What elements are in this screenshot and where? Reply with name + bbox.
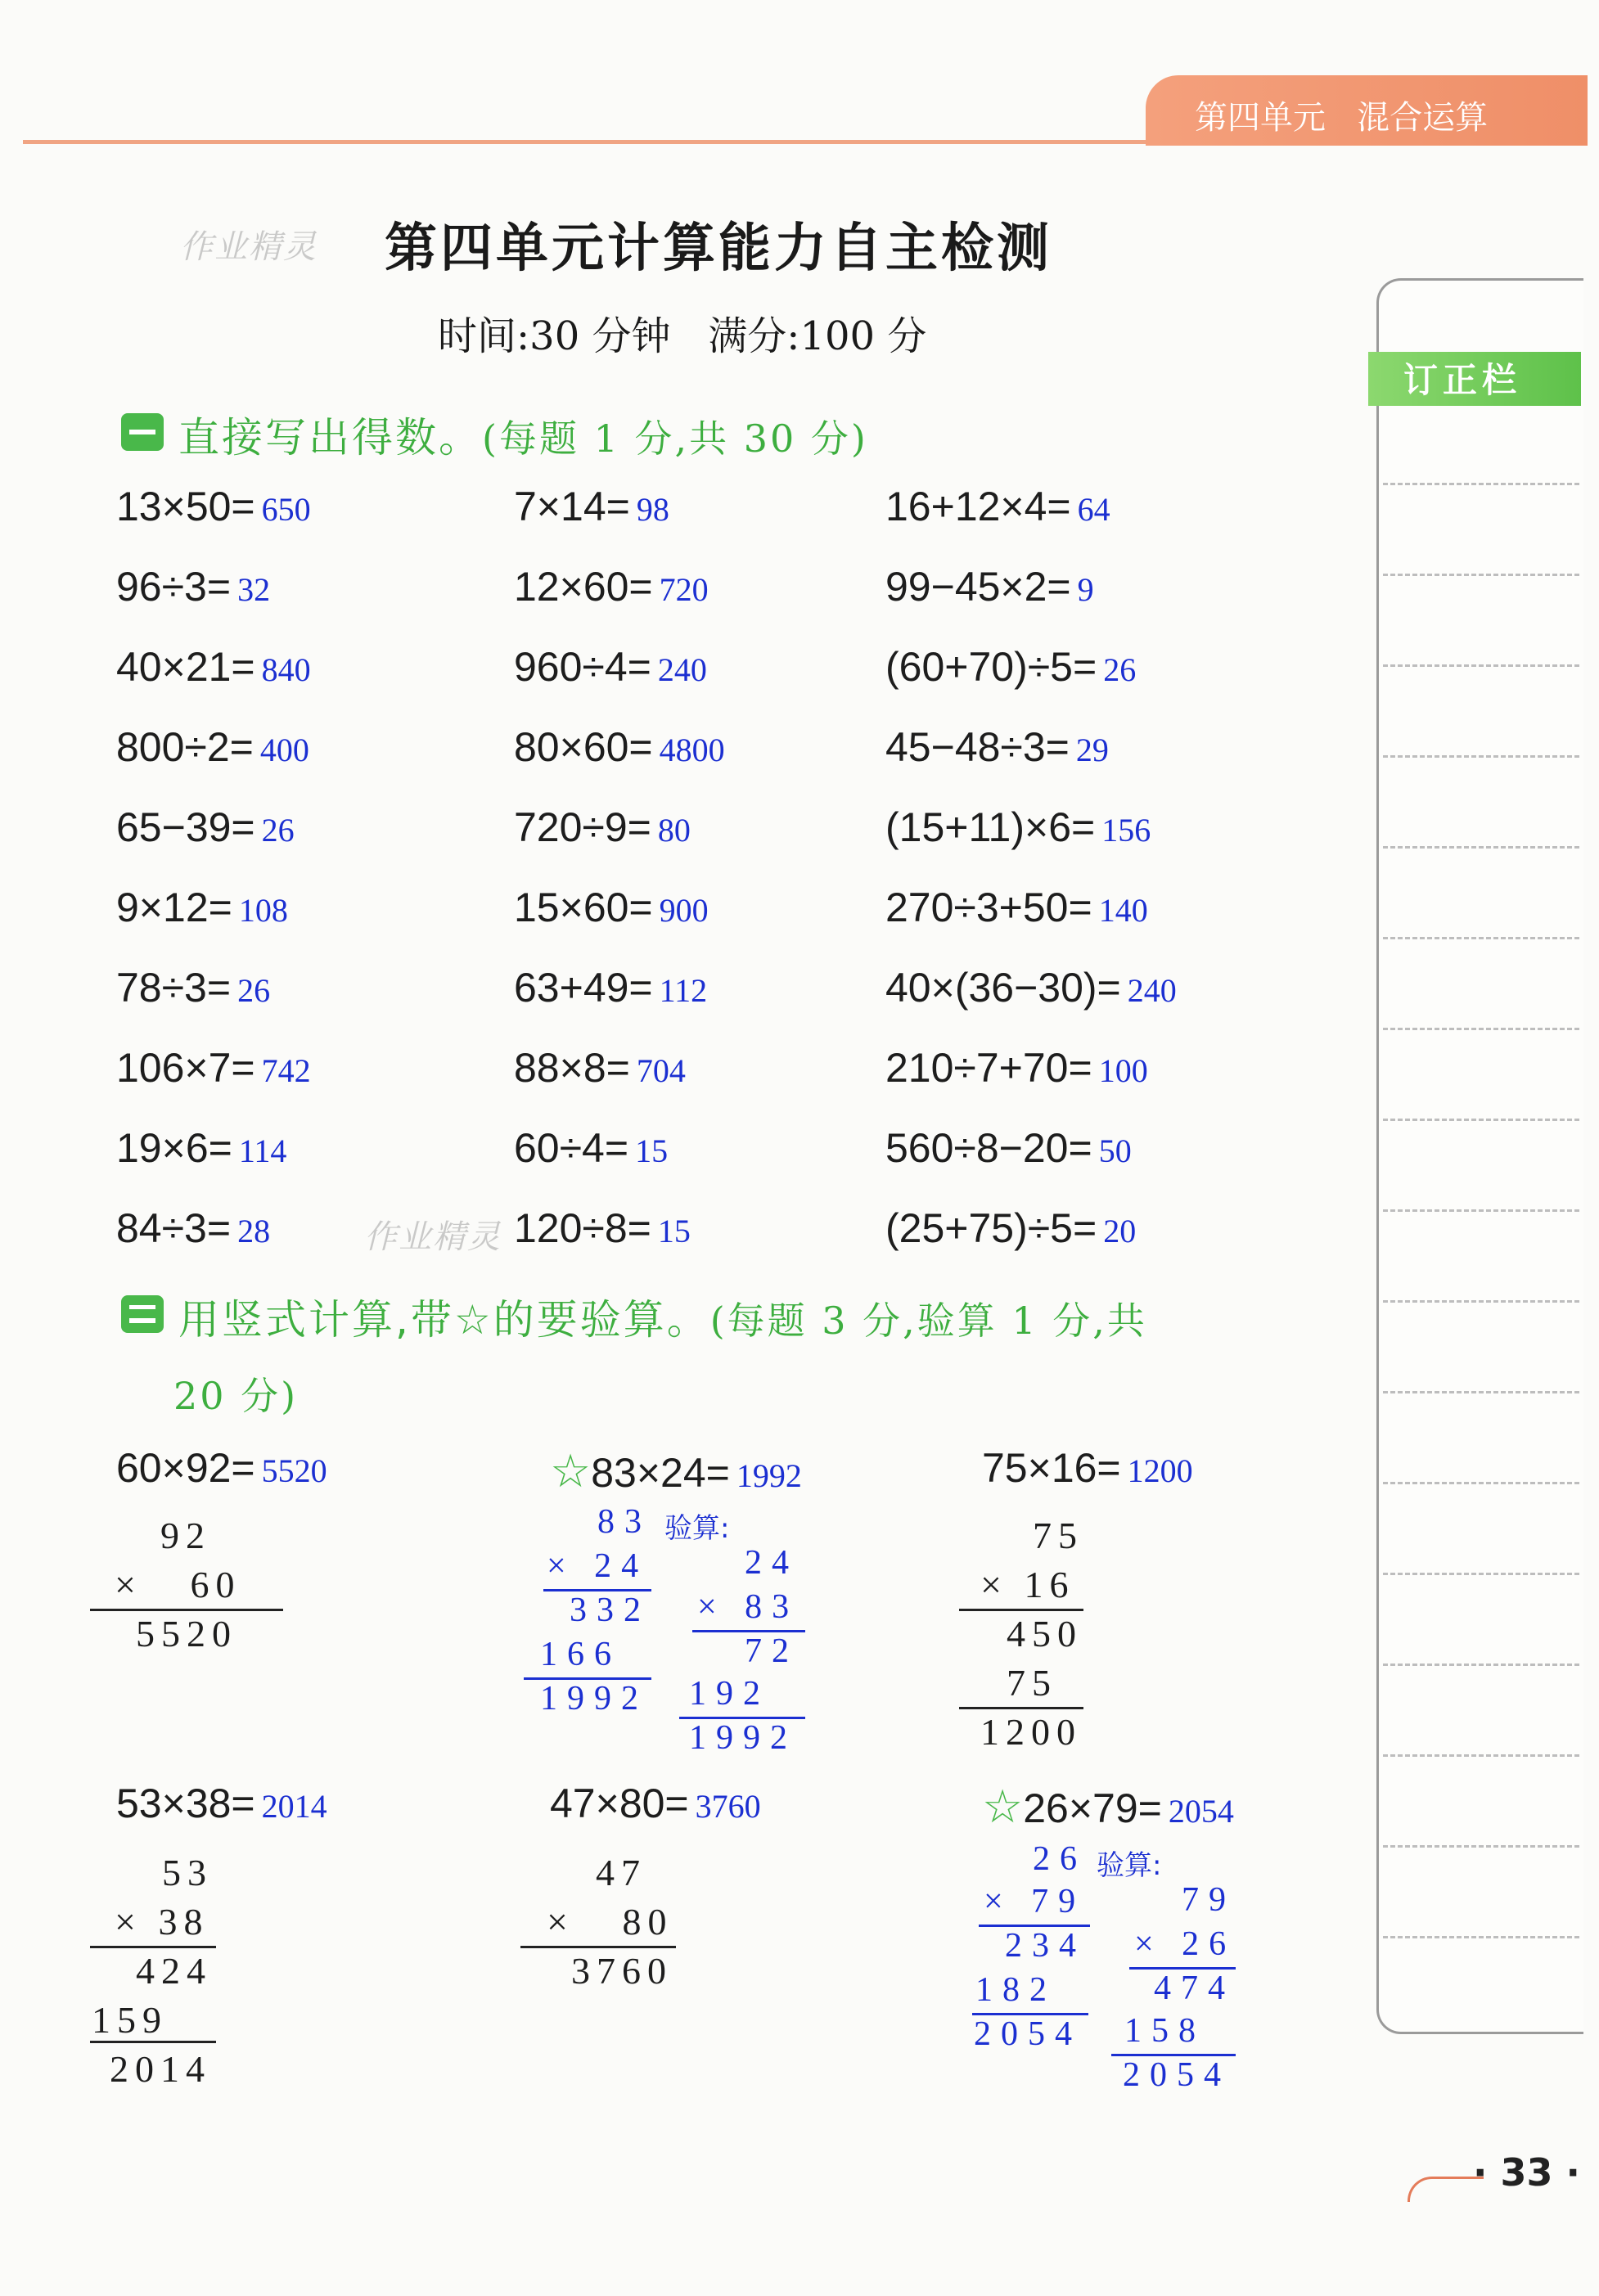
written-problem: 53×38= 2014 [116, 1781, 327, 1826]
check-line: × 26 [1134, 1925, 1236, 1963]
answer: 29 [1075, 732, 1109, 768]
answer: 28 [237, 1213, 271, 1249]
answer: 112 [659, 972, 708, 1009]
check-line: 24 [745, 1544, 799, 1582]
correction-line [1383, 1119, 1579, 1121]
oral-problem [885, 1124, 1132, 1172]
question: 96÷3= [116, 564, 232, 610]
oral-problem [116, 563, 270, 610]
correction-line [1383, 1754, 1579, 1757]
answer: 64 [1077, 491, 1110, 528]
calc-line: 182 [975, 1971, 1056, 2009]
answer: 4800 [659, 732, 725, 768]
answer: 100 [1098, 1052, 1148, 1089]
header-unit: 第四单元 混合运算 [1195, 99, 1489, 137]
oral-problem [116, 884, 288, 931]
oral-problem [885, 1044, 1148, 1092]
calc-line: 424 [136, 1950, 212, 1992]
answer: 108 [238, 892, 288, 929]
correction-line [1383, 1936, 1579, 1938]
answer: 26 [237, 972, 271, 1009]
answer: 3760 [695, 1788, 761, 1825]
star-icon: ☆ [550, 1445, 592, 1497]
question: 78÷3= [116, 965, 232, 1011]
oral-problem [885, 723, 1109, 771]
oral-problem [514, 723, 725, 771]
star-icon: ☆ [982, 1781, 1024, 1832]
question: 270÷3+50= [885, 885, 1092, 930]
calc-line: 75 [1007, 1662, 1057, 1704]
oral-problem [514, 884, 709, 931]
page-title: 第四单元计算能力自主检测 [385, 218, 1052, 279]
section-one-title: 直接写出得数。(每题 1 分,共 30 分) [178, 414, 868, 461]
header-rule [23, 140, 1152, 144]
calc-line: 450 [1007, 1613, 1083, 1654]
question: 560÷8−20= [885, 1125, 1092, 1171]
oral-problem [116, 964, 270, 1011]
oral-problem [514, 563, 709, 610]
oral-problem [514, 1044, 686, 1092]
calc-rule [90, 1946, 216, 1948]
answer: 50 [1098, 1132, 1132, 1169]
oral-problem [885, 483, 1110, 530]
question: 210÷7+70= [885, 1045, 1092, 1091]
question: 60÷4= [514, 1125, 629, 1171]
answer: 26 [1103, 651, 1137, 688]
oral-problem [116, 1124, 286, 1172]
calc-line: 3760 [571, 1950, 673, 1992]
correction-label: 订正栏 [1403, 360, 1522, 400]
calc-line: 83 [597, 1503, 651, 1541]
answer: 20 [1103, 1213, 1137, 1249]
correction-line [1383, 1300, 1579, 1303]
calc-line: 166 [540, 1636, 621, 1673]
answer: 26 [261, 812, 295, 849]
calc-rule [959, 1609, 1083, 1611]
section-two-badge [121, 1295, 164, 1333]
question: 80×60= [514, 724, 653, 770]
answer: 840 [261, 651, 311, 688]
calc-line: × 79 [984, 1883, 1086, 1920]
check-line: 158 [1124, 2012, 1205, 2050]
page-subtitle: 时间:30 分钟 满分:100 分 [438, 313, 927, 359]
answer: 32 [237, 571, 271, 608]
oral-problem [514, 804, 691, 851]
correction-line [1383, 664, 1579, 667]
calc-rule [90, 2041, 216, 2043]
calc-line: × 80 [547, 1901, 673, 1943]
calc-line: 1992 [540, 1680, 648, 1717]
oral-problem [116, 723, 309, 771]
calc-rule [90, 1609, 283, 1611]
written-problem: 75×16= 1200 [982, 1445, 1193, 1491]
oral-problem [514, 1204, 691, 1252]
correction-line [1383, 937, 1579, 939]
page-number: · 33 · [1473, 2150, 1580, 2195]
correction-line [1383, 755, 1579, 758]
answer: 2054 [1168, 1793, 1234, 1830]
oral-problem [514, 483, 669, 530]
calc-line: 332 [570, 1591, 651, 1629]
question: 40×(36−30)= [885, 965, 1121, 1011]
check-line: 1992 [689, 1719, 797, 1757]
answer: 1200 [1127, 1452, 1193, 1489]
question: (25+75)÷5= [885, 1205, 1097, 1251]
written-problem: 60×92= 5520 [116, 1445, 327, 1491]
oral-problem [885, 964, 1177, 1011]
written-problem: 47×80= 3760 [550, 1781, 761, 1826]
answer: 704 [636, 1052, 686, 1089]
answer: 650 [261, 491, 311, 528]
calc-line: 47 [596, 1852, 646, 1893]
calc-line: 92 [160, 1515, 211, 1556]
question: 84÷3= [116, 1205, 232, 1251]
calc-line: × 60 [115, 1564, 241, 1605]
answer: 15 [635, 1132, 669, 1169]
calc-line: 26 [1033, 1840, 1087, 1878]
calc-line: 2014 [110, 2048, 211, 2090]
section-two-note-cont: 20 分) [173, 1374, 299, 1418]
oral-problem [885, 1204, 1136, 1252]
calc-line: 1200 [980, 1711, 1082, 1753]
question: 12×60= [514, 564, 653, 610]
oral-problem [885, 884, 1148, 931]
oral-problem [885, 804, 1151, 851]
header-topic: 混合运算 [1357, 99, 1489, 137]
calc-line: × 24 [547, 1547, 649, 1585]
calc-line: × 16 [980, 1564, 1075, 1605]
section-two-title: 用竖式计算,带☆的要验算。(每题 3 分,验算 1 分,共 [178, 1296, 1147, 1344]
correction-line [1383, 1663, 1579, 1666]
calc-rule [959, 1707, 1083, 1709]
correction-line [1383, 574, 1579, 576]
oral-problem [116, 483, 311, 530]
oral-problem [116, 1204, 270, 1252]
answer: 240 [1127, 972, 1177, 1009]
correction-line [1383, 1391, 1579, 1393]
oral-problem [514, 643, 707, 691]
question: 65−39= [116, 804, 255, 850]
oral-problem [116, 643, 311, 691]
answer: 9 [1077, 571, 1094, 608]
question: 15×60= [514, 885, 653, 930]
watermark: 作业精灵 [180, 228, 318, 266]
question: 13×50= [116, 484, 255, 529]
answer: 2014 [261, 1788, 327, 1825]
question: 7×14= [514, 484, 630, 529]
question: 106×7= [116, 1045, 255, 1091]
oral-problem [885, 563, 1094, 610]
answer: 400 [259, 732, 309, 768]
calc-line: 2054 [974, 2015, 1082, 2053]
question: 120÷8= [514, 1205, 651, 1251]
calc-line: 159 [92, 1999, 168, 2041]
question: 19×6= [116, 1125, 232, 1171]
calc-line: 234 [1005, 1927, 1086, 1965]
correction-line [1383, 1845, 1579, 1848]
correction-line [1383, 1573, 1579, 1575]
check-line: 192 [689, 1675, 770, 1713]
question: 960÷4= [514, 644, 651, 690]
oral-problem [116, 1044, 311, 1092]
written-problem: ☆26×79= 2054 [982, 1781, 1234, 1832]
answer: 900 [659, 892, 709, 929]
question: 63+49= [514, 965, 653, 1011]
question: 720÷9= [514, 804, 651, 850]
answer: 5520 [261, 1452, 327, 1489]
question: 45−48÷3= [885, 724, 1070, 770]
check-line: 474 [1154, 1970, 1235, 2007]
answer: 80 [657, 812, 691, 849]
answer: 156 [1101, 812, 1151, 849]
calc-line: 53 [162, 1852, 213, 1893]
written-problem: ☆83×24= 1992 [550, 1445, 802, 1497]
check-line: × 83 [697, 1588, 800, 1626]
correction-line [1383, 1482, 1579, 1484]
question: 9×12= [116, 885, 232, 930]
check-label: 验算: [664, 1512, 730, 1545]
question: 40×21= [116, 644, 255, 690]
check-line: 72 [745, 1632, 799, 1670]
answer: 240 [657, 651, 707, 688]
answer: 1992 [736, 1457, 802, 1494]
answer: 15 [657, 1213, 691, 1249]
answer: 140 [1098, 892, 1148, 929]
question: 800÷2= [116, 724, 254, 770]
check-line: 79 [1182, 1881, 1236, 1919]
question: 88×8= [514, 1045, 630, 1091]
correction-line [1383, 1028, 1579, 1030]
question: (15+11)×6= [885, 804, 1096, 850]
answer: 98 [636, 491, 669, 528]
oral-problem [514, 964, 707, 1011]
correction-line [1383, 483, 1579, 485]
calc-line: 75 [1033, 1515, 1083, 1556]
answer: 114 [238, 1132, 287, 1169]
question: (60+70)÷5= [885, 644, 1097, 690]
correction-column [1376, 278, 1583, 2034]
answer: 720 [659, 571, 709, 608]
check-line: 2054 [1123, 2056, 1231, 2094]
calc-rule [520, 1946, 676, 1948]
section-one-badge [121, 413, 164, 451]
question: 16+12×4= [885, 484, 1071, 529]
check-label: 验算: [1097, 1849, 1162, 1882]
answer: 742 [261, 1052, 311, 1089]
calc-line: 5520 [136, 1613, 237, 1654]
calc-line: × 38 [115, 1901, 209, 1943]
oral-problem [885, 643, 1136, 691]
watermark: 作业精灵 [364, 1218, 502, 1256]
oral-problem [116, 804, 295, 851]
correction-line [1383, 846, 1579, 849]
question: 99−45×2= [885, 564, 1071, 610]
oral-problem [514, 1124, 668, 1172]
correction-line [1383, 1209, 1579, 1212]
